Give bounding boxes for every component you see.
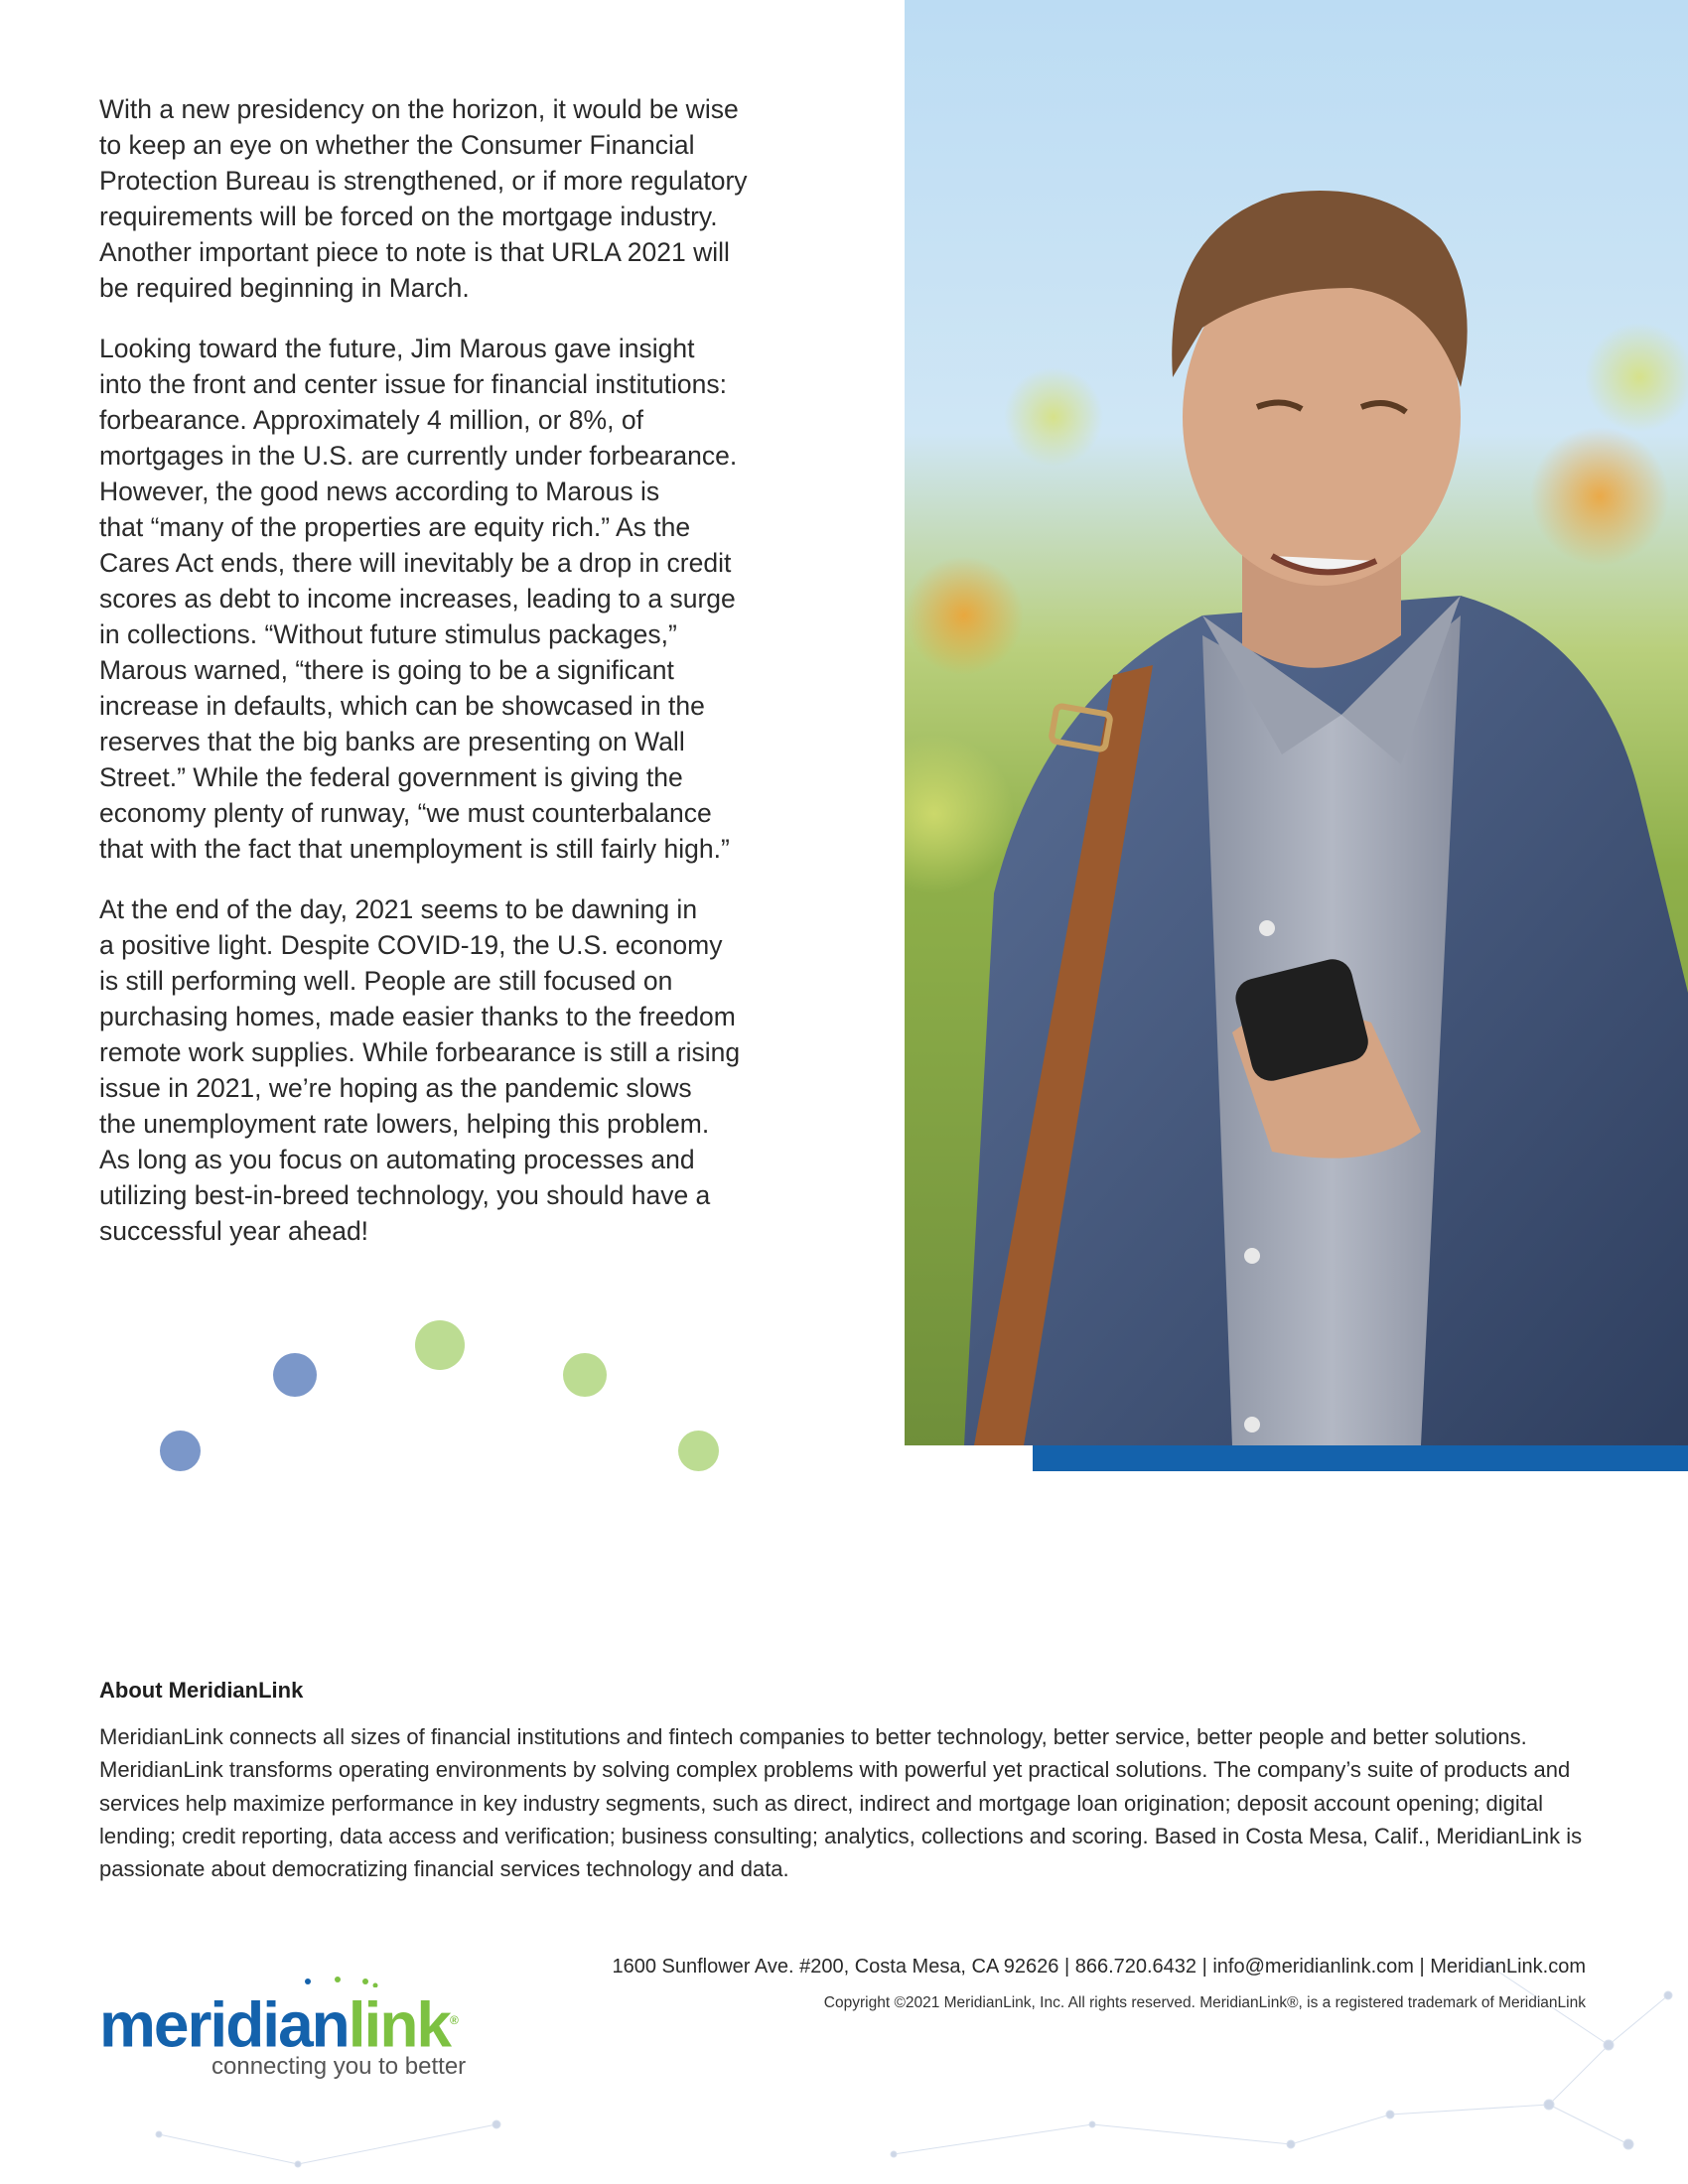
man-with-phone-illustration	[905, 0, 1688, 1445]
decorative-dot	[415, 1320, 465, 1370]
article-paragraph: Looking toward the future, Jim Marous gave insight into the front and center issue for financial institutions: forbearance. Approximately 4 million, or 8%, of mortgages in the U.S. are currently under forbearance. However, the good news according to Marous is that “many of the properties are equity rich.” As the Cares Act ends, there will inevitably be a drop in credit scores as debt to income increases, leading to a surge in collections. “Without future stimulus packages,” Marous warned, “there is going to be a significant increase in defaults, which can be showcased in the reserves that the big banks are presenting on Wall Street.” While the federal government is giving the economy plenty of runway, “we must counterbalance that with the fact that unemployment is still fairly high.”	[99, 334, 738, 864]
logo-tagline: connecting you to better	[211, 2053, 467, 2080]
logo-registered: ®	[450, 2013, 457, 2027]
logo-word-meridian: meridian	[99, 1988, 349, 2061]
logo-wordmark	[99, 1985, 457, 2059]
article-body	[99, 91, 794, 1274]
meridianlink-logo	[99, 1976, 496, 2085]
about-body: MeridianLink connects all sizes of financial institutions and fintech companies to better technology, better service, better people and better solutions. MeridianLink transforms operating environments by solving complex problems with powerful yet practical solutions. The company’s suite of products and services help maximize performance in key industry segments, such as direct, indirect and mortgage loan origination; deposit account opening; digital lending; credit reporting, data access and verification; business consulting; analytics, collections and scoring. Based in Costa Mesa, Calif., MeridianLink is passionate about democratizing financial services technology and data.	[99, 1724, 1583, 1882]
footer-copyright: Copyright ©2021 MeridianLink, Inc. All rights reserved. MeridianLink®, is a registered trademark of MeridianLink	[823, 1994, 1586, 2011]
about-title: About MeridianLink	[99, 1678, 304, 1703]
decorative-dot	[678, 1431, 719, 1471]
decorative-dot	[563, 1353, 607, 1397]
decorative-dot	[160, 1431, 201, 1471]
article-paragraph: At the end of the day, 2021 seems to be dawning in a positive light. Despite COVID-19, the U.S. economy is still performing well. People are still focused on purchasing homes, made easier thanks to the freedom remote work supplies. While forbearance is still a rising issue in 2021, we’re hoping as the pandemic slows the unemployment rate lowers, helping this problem. As long as you focus on automating processes and utilizing best-in-breed technology, you should have a successful year ahead!	[99, 894, 741, 1246]
article-paragraph: With a new presidency on the horizon, it would be wise to keep an eye on whether the Consumer Financial Protection Bureau is strengthened, or if more regulatory requirements will be forced on the mortgage industry. Another important piece to note is that URLA 2021 will be required beginning in March.	[99, 94, 748, 303]
footer-contact: 1600 Sunflower Ave. #200, Costa Mesa, CA 92626 | 866.720.6432 | info@meridianlink.com | MeridianLink.com	[612, 1956, 1586, 1978]
accent-bar	[1033, 1445, 1688, 1471]
logo-word-link: link	[348, 1988, 450, 2061]
hero-photo	[905, 0, 1688, 1445]
decorative-dot	[273, 1353, 317, 1397]
